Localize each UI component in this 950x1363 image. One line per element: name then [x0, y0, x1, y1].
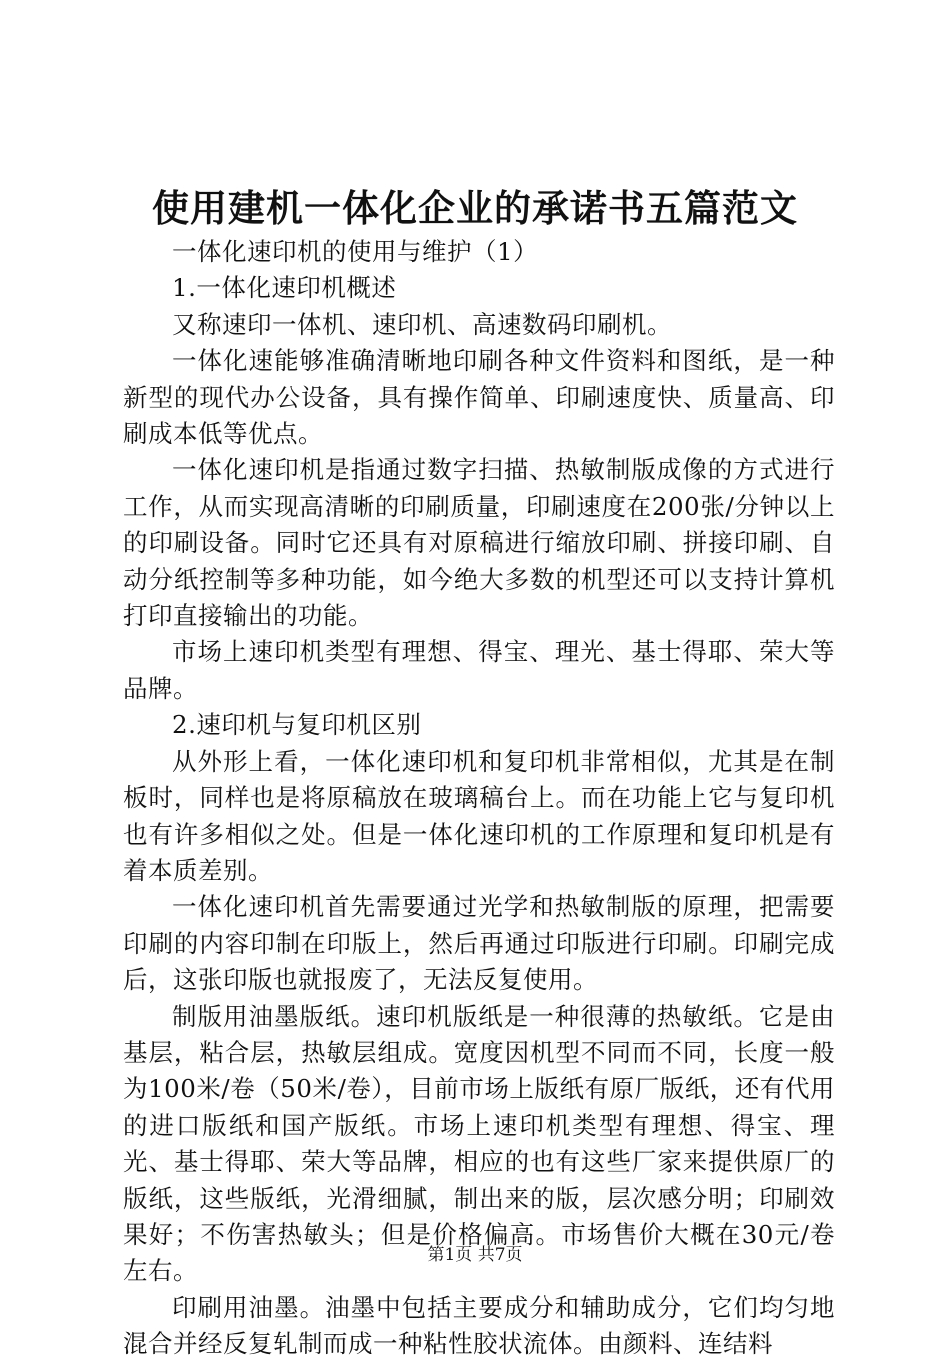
paragraph: 一体化速印机是指通过数字扫描、热敏制版成像的方式进行工作，从而实现高清晰的印刷质量，印刷速度在200张/分钟以上的印刷设备。同时它还具有对原稿进行缩放印刷、拼接印刷、自动分纸控制等多种功能，如今绝大多数的机型还可以支持计算机打印直接输出的功能。 — [123, 455, 835, 631]
section-heading-2: 2.速印机与复印机区别 — [172, 710, 422, 740]
paragraph: 制版用油墨版纸。速印机版纸是一种很薄的热敏纸。它是由基层，粘合层，热敏层组成。宽度因机型不同而不同，长度一般为100米/卷（50米/卷），目前市场上版纸有原厂版纸，还有代用的进口版纸和国产版纸。市场上速印机类型有理想、得宝、理光、基士得耶、荣大等品牌，相应的也有这些厂家来提供原厂的版纸，这些版纸，光滑细腻，制出来的版，层次感分明；印刷效果好；不伤害热敏头；但是价格偏高。市场售价大概在30元/卷左右。 — [123, 1001, 835, 1286]
section-heading-1: 1.一体化速印机概述 — [172, 273, 397, 303]
page-number-footer: 第1页 共7页 — [427, 1245, 523, 1265]
paragraph: 市场上速印机类型有理想、得宝、理光、基士得耶、荣大等品牌。 — [123, 637, 835, 703]
paragraph: 从外形上看，一体化速印机和复印机非常相似，尤其是在制板时，同样也是将原稿放在玻璃稿台上。而在功能上它与复印机也有许多相似之处。但是一体化速印机的工作原理和复印机是有着本质差别。 — [123, 746, 835, 885]
paragraph-subtitle: 一体化速印机的使用与维护（1） — [172, 237, 539, 266]
document-title: 使用建机一体化企业的承诺书五篇范文 — [152, 186, 798, 230]
document-body — [123, 234, 835, 1363]
paragraph: 一体化速能够准确清晰地印刷各种文件资料和图纸，是一种新型的现代办公设备，具有操作简单、印刷速度快、质量高、印刷成本低等优点。 — [123, 346, 835, 449]
paragraph: 又称速印一体机、速印机、高速数码印刷机。 — [172, 309, 672, 339]
paragraph: 一体化速印机首先需要通过光学和热敏制版的原理，把需要印刷的内容印制在印版上，然后再通过印版进行印刷。印刷完成后，这张印版也就报废了，无法反复使用。 — [123, 892, 835, 995]
paragraph: 印刷用油墨。油墨中包括主要成分和辅助成分，它们均匀地混合并经反复轧制而成一种粘性胶状流体。由颜料、连结料 — [123, 1292, 835, 1359]
